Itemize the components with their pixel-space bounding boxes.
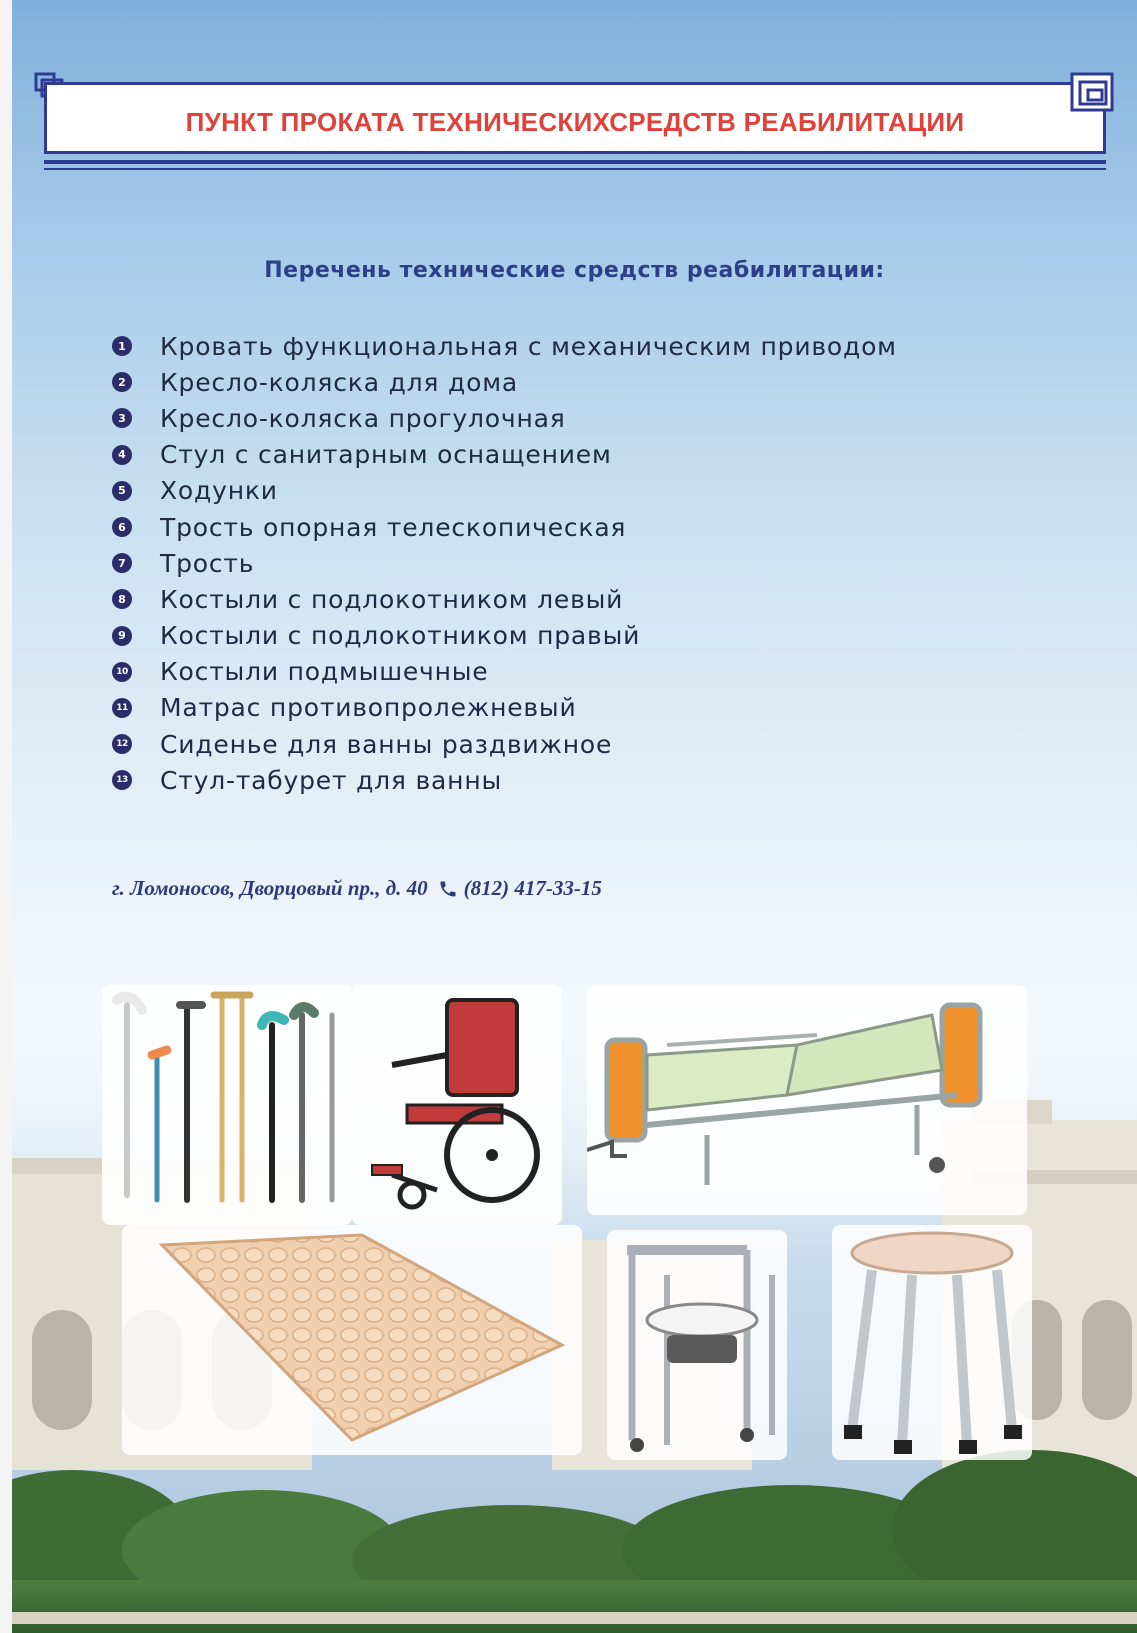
item-number: 10: [112, 662, 132, 682]
banner-underline-thin: [44, 168, 1106, 170]
item-label: Кресло-коляска прогулочная: [160, 403, 566, 433]
banner-underline: [44, 160, 1106, 164]
list-item: [112, 400, 897, 436]
item-label: Костыли с подлокотником левый: [160, 584, 624, 614]
item-number: 7: [112, 553, 132, 573]
list-item: [112, 654, 897, 690]
phone-icon: [438, 879, 458, 899]
bed-icon: [587, 985, 1027, 1215]
mattress-icon: [122, 1225, 582, 1455]
item-label: Костыли с подлокотником правый: [160, 621, 641, 651]
item-label: Матрас противопролежневый: [160, 693, 577, 723]
title-banner: [44, 82, 1106, 154]
item-number: 1: [112, 336, 132, 356]
leaflet-page: [12, 0, 1137, 1633]
item-label: Костыли подмышечные: [160, 657, 489, 687]
page-edge: [0, 0, 12, 1633]
commode-chair-icon: [607, 1230, 787, 1460]
item-number: 11: [112, 698, 132, 718]
crutches-icon: [102, 985, 352, 1225]
sanitary-chair-photo: [607, 1230, 787, 1460]
contact-line: [112, 876, 602, 901]
wheelchair-icon: [352, 985, 562, 1225]
page-title: ПУНКТ ПРОКАТА ТЕХНИЧЕСКИХСРЕДСТВ РЕАБИЛИТАЦИИ: [185, 107, 965, 137]
corner-ornament-right-icon: [1070, 72, 1116, 114]
wheelchair-photo: [352, 985, 562, 1225]
item-number: 8: [112, 589, 132, 609]
bath-stool-icon: [832, 1225, 1032, 1460]
item-number: 13: [112, 770, 132, 790]
phone-number: (812) 417-33-15: [463, 876, 602, 900]
list-item: [112, 509, 897, 545]
functional-bed-photo: [587, 985, 1027, 1215]
list-item: [112, 364, 897, 400]
item-number: 12: [112, 734, 132, 754]
list-item: [112, 328, 897, 364]
item-number: 3: [112, 408, 132, 428]
item-label: Сиденье для ванны раздвижное: [160, 729, 613, 759]
list-heading: Перечень технические средств реабилитации:: [264, 258, 885, 283]
item-label: Стул с санитарным оснащением: [160, 440, 612, 470]
item-number: 5: [112, 481, 132, 501]
list-item: [112, 581, 897, 617]
address-text: г. Ломоносов, Дворцовый пр., д. 40: [112, 876, 428, 900]
item-label: Кресло-коляска для дома: [160, 367, 518, 397]
item-label: Трость опорная телескопическая: [160, 512, 627, 542]
item-label: Трость: [160, 548, 255, 578]
list-item: [112, 545, 897, 581]
item-number: 6: [112, 517, 132, 537]
list-item: [112, 473, 897, 509]
equipment-list: [112, 328, 897, 798]
item-number: 9: [112, 626, 132, 646]
list-item: [112, 726, 897, 762]
item-label: Ходунки: [160, 476, 278, 506]
list-item: [112, 437, 897, 473]
item-label: Стул-табурет для ванны: [160, 765, 503, 795]
list-item: [112, 762, 897, 798]
bath-stool-photo: [832, 1225, 1032, 1460]
item-number: 4: [112, 445, 132, 465]
anti-bedsore-mattress-photo: [122, 1225, 582, 1455]
item-label: Кровать функциональная с механическим приводом: [160, 331, 897, 361]
item-number: 2: [112, 372, 132, 392]
crutches-canes-photo: [102, 985, 352, 1225]
list-item: [112, 690, 897, 726]
list-item: [112, 618, 897, 654]
